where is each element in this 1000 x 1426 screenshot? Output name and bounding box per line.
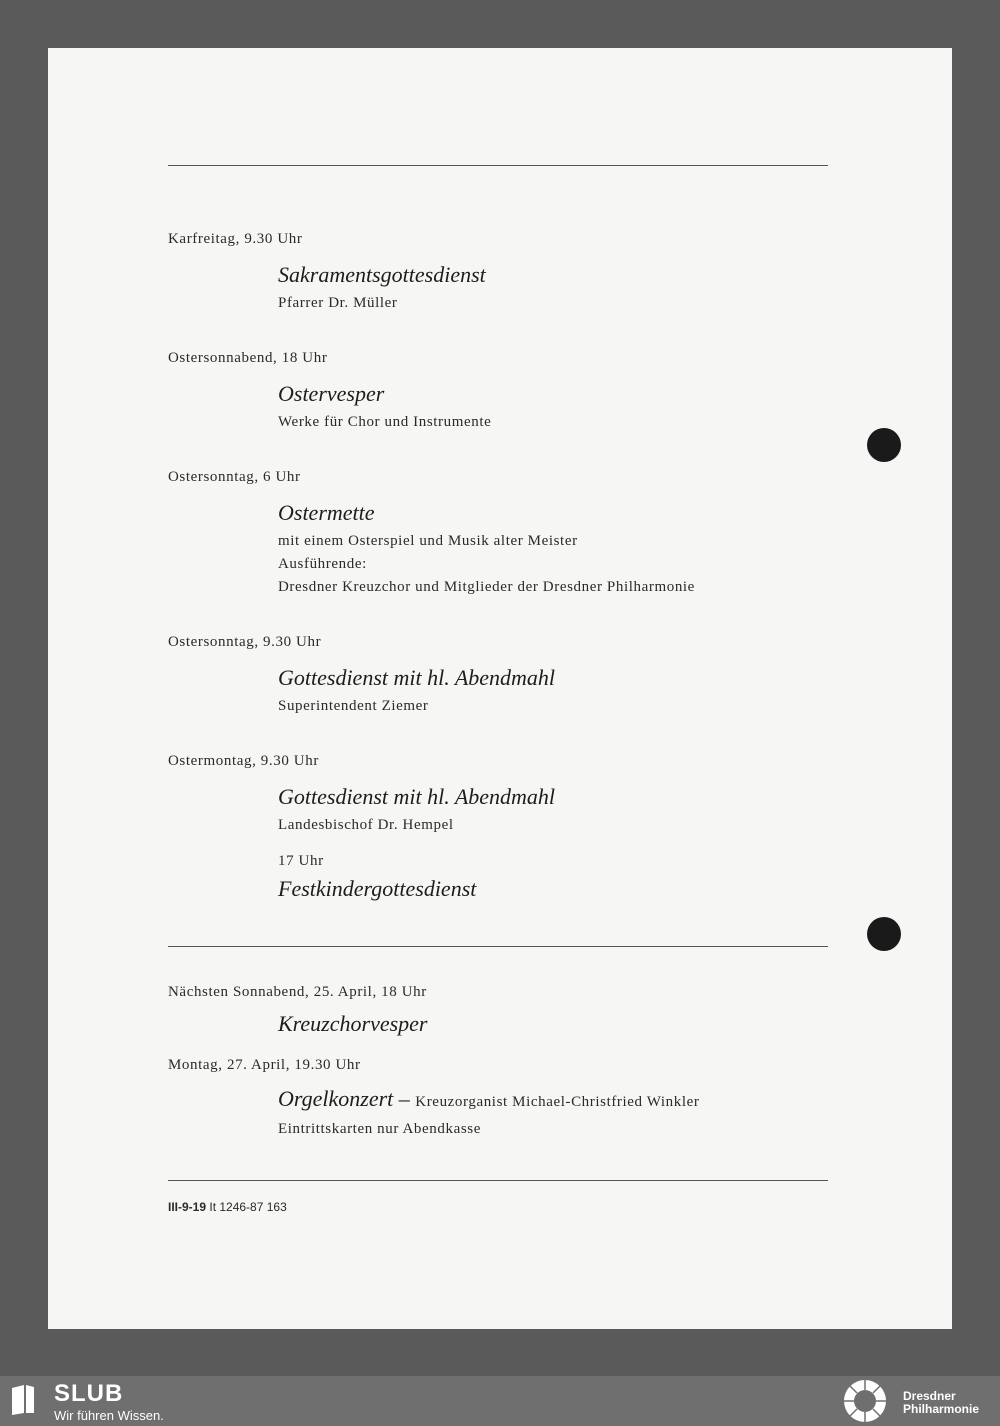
event-detail: Pfarrer Dr. Müller [278, 295, 398, 311]
upcoming-title-line [278, 1086, 699, 1112]
divider-top [168, 165, 828, 166]
upcoming-note: Eintrittskarten nur Abendkasse [278, 1121, 481, 1137]
slub-logo-text[interactable]: SLUB [54, 1380, 124, 1407]
event-date: Karfreitag, 9.30 Uhr [168, 231, 303, 247]
print-code-bold: III-9-19 [168, 1200, 207, 1214]
punch-hole [867, 428, 901, 462]
upcoming-date: Montag, 27. April, 19.30 Uhr [168, 1057, 361, 1073]
event-detail: Superintendent Ziemer [278, 698, 429, 714]
event-detail: mit einem Osterspiel und Musik alter Meister [278, 533, 578, 549]
divider-middle [168, 946, 828, 947]
event-date: Ostersonntag, 6 Uhr [168, 469, 301, 485]
divider-bottom [168, 1180, 828, 1181]
event-title: Gottesdienst mit hl. Abendmahl [278, 665, 556, 690]
upcoming-date: Nächsten Sonnabend, 25. April, 18 Uhr [168, 984, 427, 1000]
print-code [168, 1200, 287, 1214]
upcoming-performer: Kreuzorganist Michael-Christfried Winkler [415, 1094, 700, 1110]
sunburst-logo-icon [842, 1378, 888, 1424]
event-detail: Landesbischof Dr. Hempel [278, 817, 454, 833]
event-date: Ostersonnabend, 18 Uhr [168, 350, 328, 366]
partner-logo-text[interactable] [903, 1390, 979, 1416]
book-icon [10, 1384, 36, 1416]
partner-line-2: Philharmonie [903, 1402, 980, 1416]
slub-tagline: Wir führen Wissen. [54, 1408, 164, 1423]
event-detail: Werke für Chor und Instrumente [278, 414, 492, 430]
event-title: Ostervesper [278, 381, 385, 406]
upcoming-title: Kreuzchorvesper [278, 1011, 428, 1036]
event-date: Ostersonntag, 9.30 Uhr [168, 634, 322, 650]
event-title: Gottesdienst mit hl. Abendmahl [278, 784, 556, 809]
footer-bar [0, 1376, 1000, 1426]
event-title: Festkindergottesdienst [278, 876, 477, 901]
event-title: Sakramentsgottesdienst [278, 262, 486, 287]
event-detail: Dresdner Kreuzchor und Mitglieder der Dresdner Philharmonie [278, 579, 695, 595]
event-time: 17 Uhr [278, 853, 324, 869]
print-code-rest: It 1246-87 163 [209, 1200, 287, 1214]
upcoming-title: Orgelkonzert – [278, 1086, 410, 1111]
punch-hole [867, 917, 901, 951]
document-page [48, 48, 952, 1329]
event-date: Ostermontag, 9.30 Uhr [168, 753, 319, 769]
event-title: Ostermette [278, 500, 375, 525]
partner-line-1: Dresdner [903, 1389, 956, 1403]
event-detail: Ausführende: [278, 556, 367, 572]
